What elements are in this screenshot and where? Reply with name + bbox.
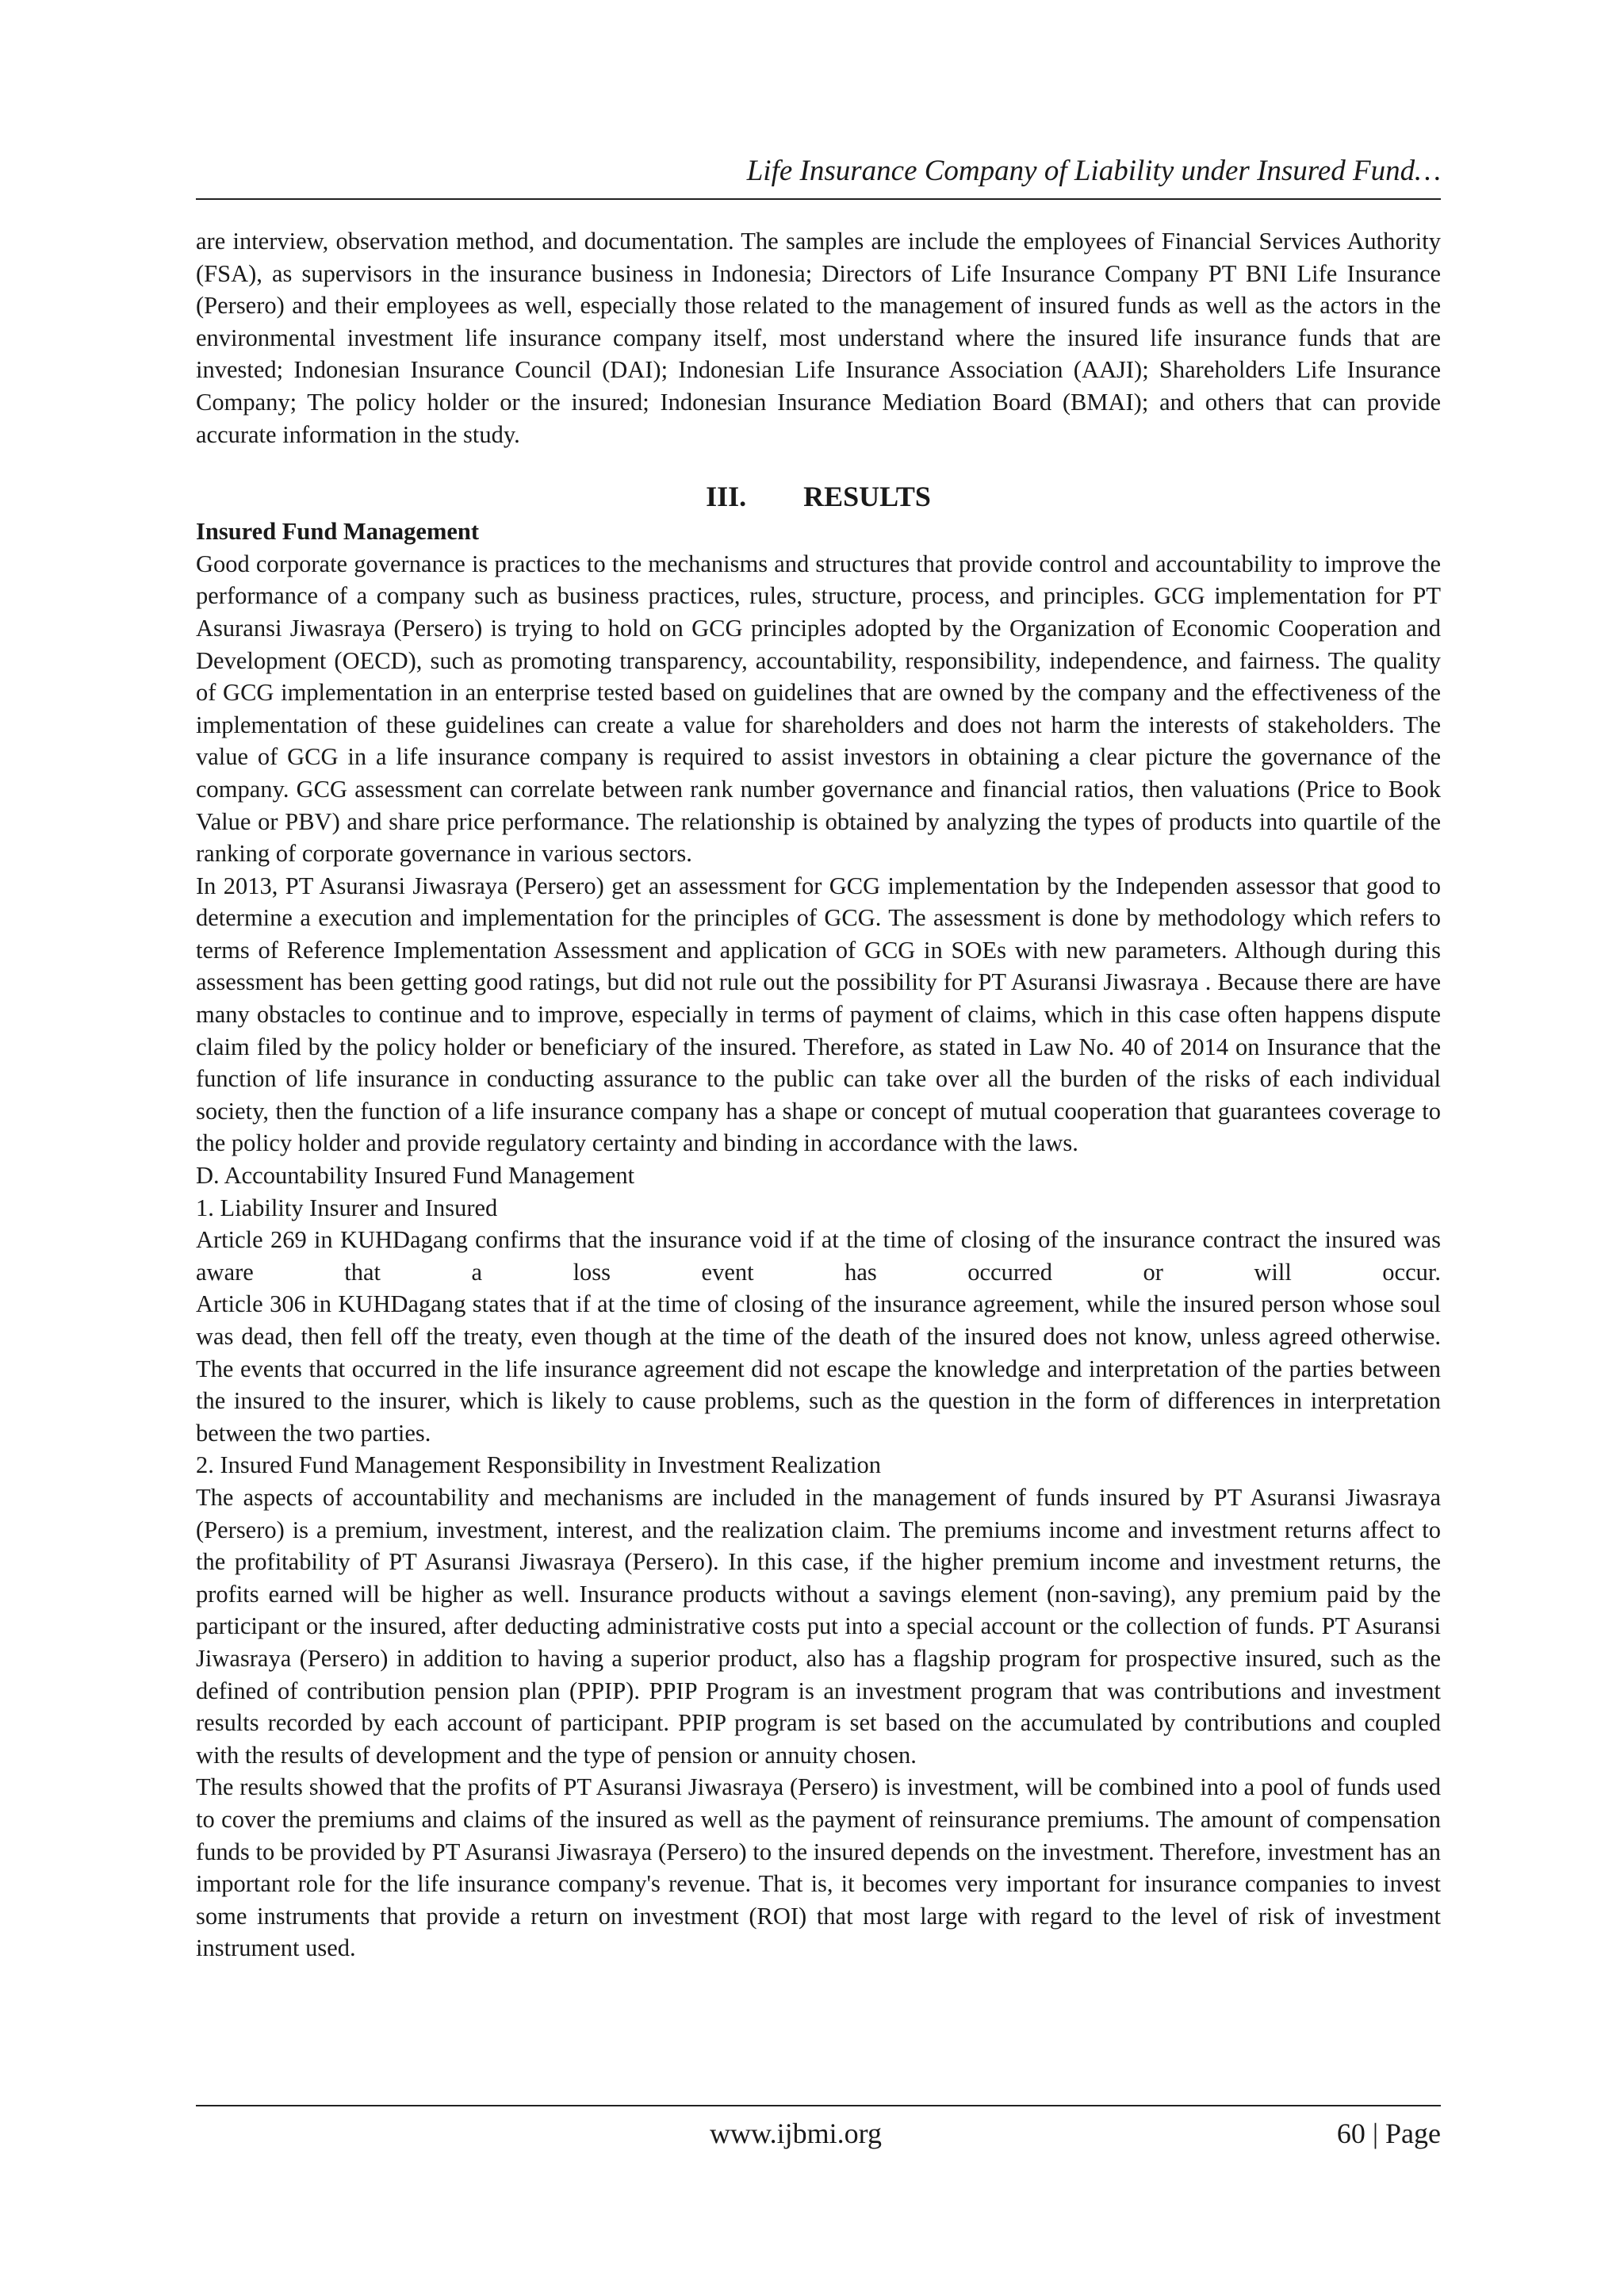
paragraph-article-269: Article 269 in KUHDagang confirms that the insurance void if at the time of closing of the insurance contract the insured was aware that a loss event has occurred or will occur. xyxy=(196,1226,1441,1286)
paragraph-results: The results showed that the profits of PT Asuransi Jiwasraya (Persero) is investment, will be combined into a pool of funds used to cover the premiums and claims of the insured as well as the payment of reinsurance premiums. The amount of compensation funds to be provided by PT Asuransi Jiwasraya (Persero) to the insured depends on the investment. Therefore, investment has an important role for the life insurance company's revenue. That is, it becomes very important for insurance companies to invest some instruments that provide a return on investment (ROI) that most large with regard to the level of risk of investment instrument used. xyxy=(196,1773,1441,1962)
paragraph-2013-assessment: In 2013, PT Asuransi Jiwasraya (Persero) get an assessment for GCG implementation by the Independen assessor that good to determine a execution and implementation for the principles of GCG. The assessment is done by methodology which refers to terms of Reference Implementation Assessment and application of GCG in SOEs with new parameters. Although during this assessment has been getting good ratings, but did not rule out the possibility for PT Asuransi Jiwasraya . Because there are have many obstacles to continue and to improve, especially in terms of payment of claims, which in this case often happens dispute claim filed by the policy holder or beneficiary of the insured. Therefore, as stated in Law No. 40 of 2014 on Insurance that the function of life insurance in conducting assurance to the public can take over all the burden of the risks of each individual society, then the function of a life insurance company has a shape or concept of mutual cooperation that guarantees coverage to the policy holder and provide regulatory certainty and binding in accordance with the laws. xyxy=(196,872,1441,1157)
paragraph-article-306: Article 306 in KUHDagang states that if at the time of closing of the insurance agreement, while the insured person whose soul was dead, then fell off the treaty, even though at the time of the death of the insured does not know, unless agreed otherwise. The events that occurred in the life insurance agreement did not escape the knowledge and interpretation of the parties between the insured to the insurer, which is likely to cause problems, such as the question in the form of differences in interpretation between the two parties. xyxy=(196,1290,1441,1447)
paragraph-aspects: The aspects of accountability and mechanisms are included in the management of funds insured by PT Asuransi Jiwasraya (Persero) is a premium, investment, interest, and the realization claim. The premiums income and investment returns affect to the profitability of PT Asuransi Jiwasraya (Persero). In this case, if the higher premium income and investment returns, the profits earned will be higher as well. Insurance products without a savings element (non-saving), any premium paid by the participant or the insured, after deducting administrative costs put into a special account or the collection of funds. PT Asuransi Jiwasraya (Persero) in addition to having a superior product, also has a flagship program for prospective insured, such as the defined of contribution pension plan (PPIP). PPIP Program is an investment program that was contributions and investment results recorded by each account of participant. PPIP program is set based on the accumulated by contributions and coupled with the results of development and the type of pension or annuity chosen. xyxy=(196,1483,1441,1769)
header-divider xyxy=(196,198,1441,200)
section-heading-results xyxy=(196,479,1441,514)
journal-page xyxy=(196,0,1441,2296)
running-header-title: Life Insurance Company of Liability under Insured Fund… xyxy=(746,155,1441,187)
article-body xyxy=(196,225,1441,1964)
heading-accountability: D. Accountability Insured Fund Management xyxy=(196,1162,635,1190)
intro-paragraph: are interview, observation method, and documentation. The samples are include the employees of Financial Services Authority (FSA), as supervisors in the insurance business in Indonesia; Directors of Life Insurance Company PT BNI Life Insurance (Persero) and their employees as well, especially those related to the management of insured funds as well as the actors in the environmental investment life insurance company itself, most understand where the insured life insurance funds that are invested; Indonesian Insurance Council (DAI); Indonesian Life Insurance Association (AAJI); Shareholders Life Insurance Company; The policy holder or the insured; Indonesian Insurance Mediation Board (BMAI); and others that can provide accurate information in the study. xyxy=(196,228,1441,448)
section-title: RESULTS xyxy=(803,481,931,513)
heading-responsibility: 2. Insured Fund Management Responsibility in Investment Realization xyxy=(196,1451,882,1479)
heading-liability: 1. Liability Insurer and Insured xyxy=(196,1194,498,1221)
footer-journal-url: www.ijbmi.org xyxy=(710,2118,883,2149)
subheading-insured-fund-management: Insured Fund Management xyxy=(196,518,480,546)
footer-divider xyxy=(196,2105,1441,2106)
section-number: III. xyxy=(706,481,747,513)
footer-page-number: 60 | Page xyxy=(1336,2118,1441,2149)
paragraph-gcg: Good corporate governance is practices to the mechanisms and structures that provide control and accountability to improve the performance of a company such as business practices, rules, structure, process, and principles. GCG implementation for PT Asuransi Jiwasraya (Persero) is trying to hold on GCG principles adopted by the Organization of Economic Cooperation and Development (OECD), such as promoting transparency, accountability, responsibility, independence, and fairness. The quality of GCG implementation in an enterprise tested based on guidelines that are owned by the company and the effectiveness of the implementation of these guidelines can create a value for shareholders and does not harm the interests of stakeholders. The value of GCG in a life insurance company is required to assist investors in obtaining a clear picture the governance of the company. GCG assessment can correlate between rank number governance and financial ratios, then valuations (Price to Book Value or PBV) and share price performance. The relationship is obtained by analyzing the types of products into quartile of the ranking of corporate governance in various sectors. xyxy=(196,550,1441,868)
